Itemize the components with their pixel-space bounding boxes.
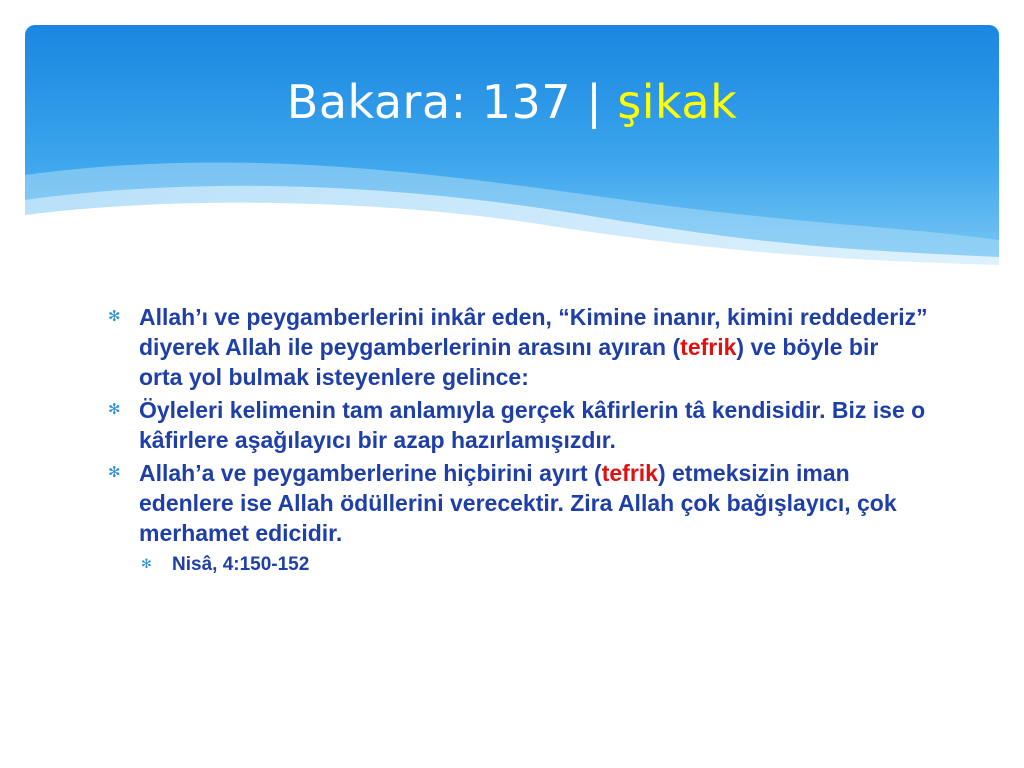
list-item: [108, 395, 928, 455]
header-background: [25, 25, 999, 265]
title-main: Bakara: 137 |: [286, 75, 618, 129]
asterisk-icon: ✻: [108, 401, 121, 418]
slide-title: [25, 75, 999, 129]
asterisk-icon: ✻: [141, 556, 152, 571]
title-accent: şikak: [617, 75, 738, 129]
list-item: [108, 458, 928, 548]
reference-text: Nisâ, 4:150-152: [172, 554, 310, 575]
asterisk-icon: ✻: [108, 464, 121, 481]
list-item: [108, 302, 928, 392]
header-banner: [25, 25, 999, 265]
bullet-text: Öyleleri kelimenin tam anlamıyla gerçek kâfirlerin tâ kendisidir. Biz ise o kâfirlere aşağılayıcı bir azap hazırlamışızdır.: [139, 397, 926, 453]
highlight-term: tefrik: [601, 460, 658, 486]
sub-list-item: [141, 551, 928, 579]
bullet-text: Allah’ı ve peygamberlerini inkâr eden, “Kimine inanır, kimini reddederiz” diyerek Allah ile peygamberlerinin arasını ayıran (tefrik) ve böyle bir orta yol bulmak isteyenlere gelince:: [139, 304, 928, 390]
bullet-list: [108, 302, 928, 582]
asterisk-icon: ✻: [108, 308, 121, 325]
highlight-term: tefrik: [680, 334, 737, 360]
bullet-text: Allah’a ve peygamberlerine hiçbirini ayırt (tefrik) etmeksizin iman edenlere ise Allah ödüllerini verecektir. Zira Allah çok bağışlayıcı, çok merhamet edicidir.: [139, 460, 897, 546]
